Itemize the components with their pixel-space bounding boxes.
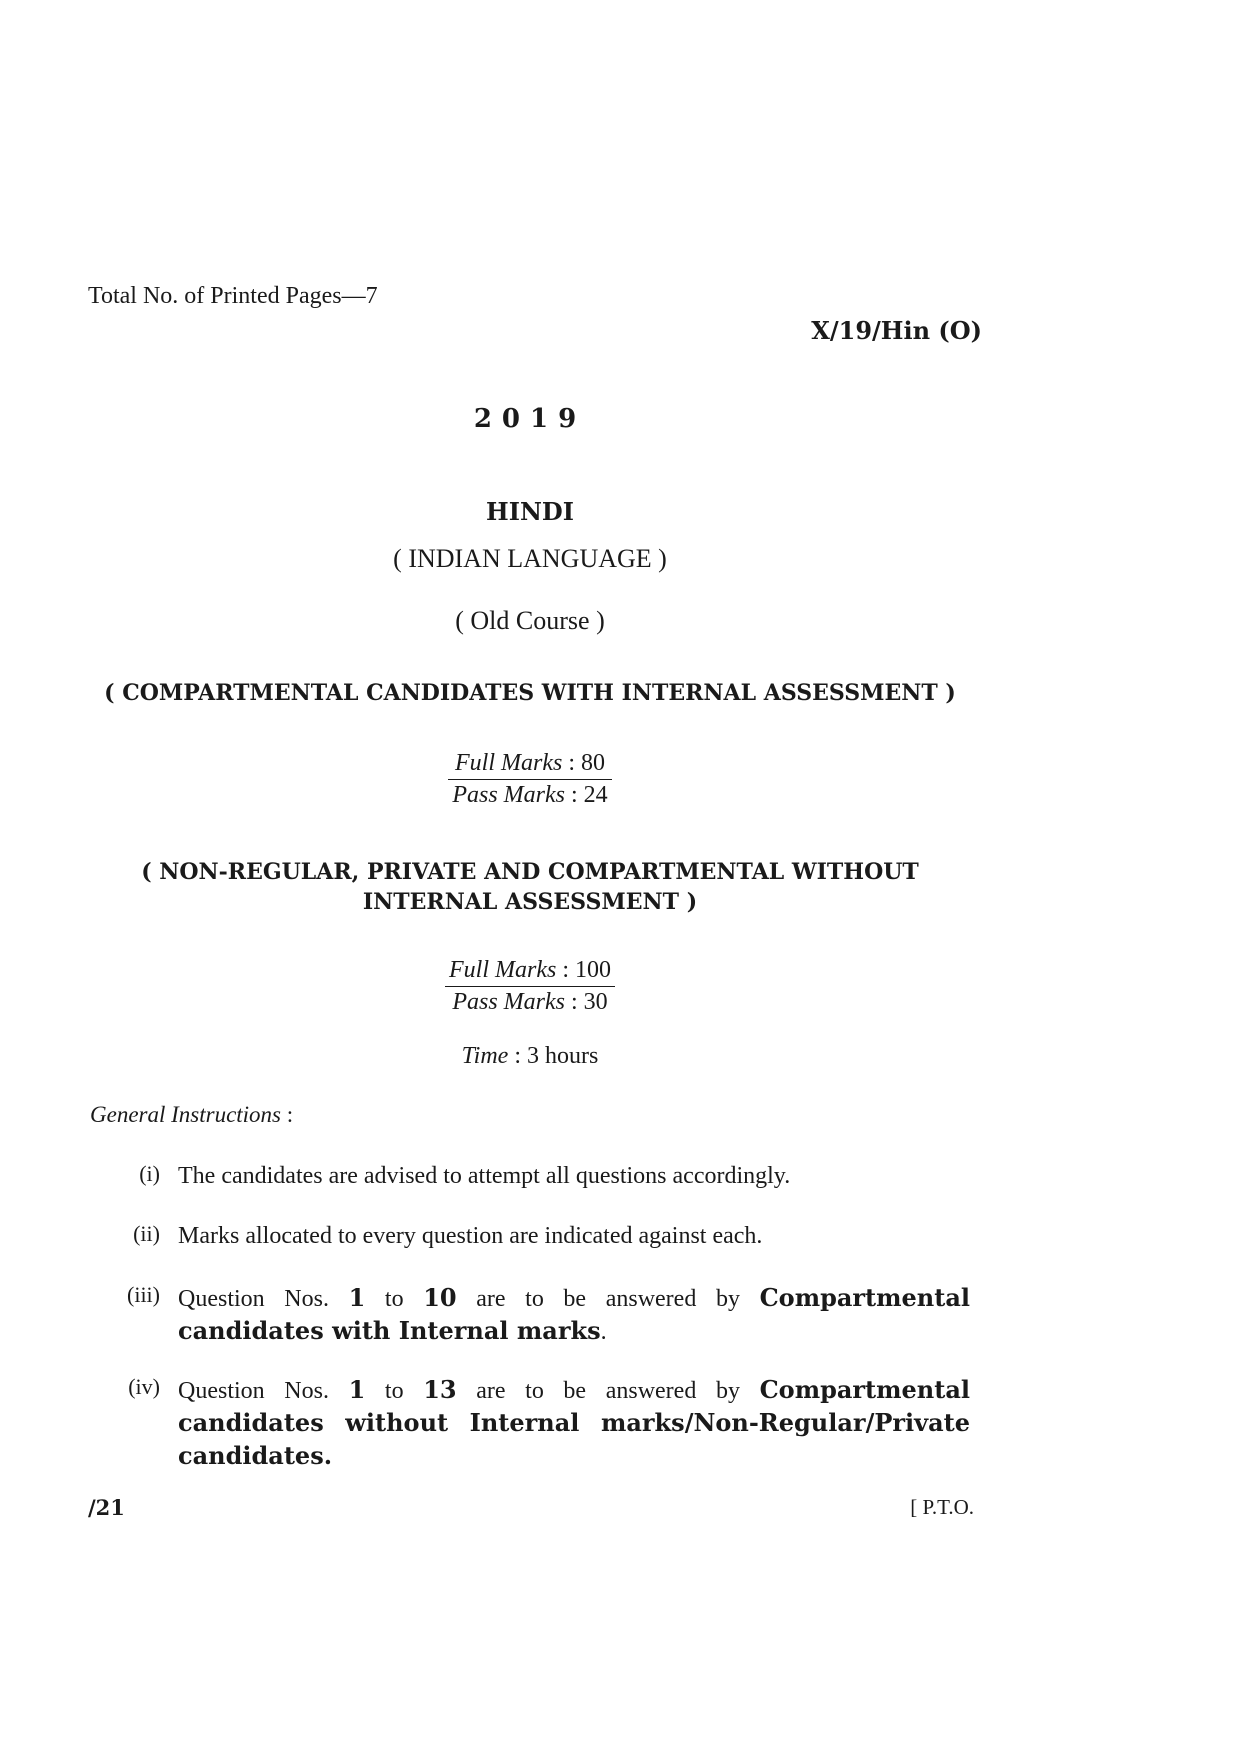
instruction-number: (i) (139, 1161, 160, 1186)
exam-time (0, 1043, 1060, 1070)
instruction-text-part: Question Nos. (178, 1286, 329, 1312)
full-marks-label: Full Marks (455, 750, 563, 776)
time-label: Time (461, 1043, 509, 1069)
instruction-text-part: are to be answered by (476, 1378, 740, 1404)
instruction-bold-part: 13 (423, 1375, 457, 1404)
pass-marks-value: : 30 (571, 989, 608, 1015)
group1-pass-marks (448, 780, 611, 809)
instruction-text (178, 1374, 970, 1473)
footer-page-code: /21 (88, 1495, 125, 1520)
instruction-text-part: Question Nos. (178, 1378, 329, 1404)
instruction-bold-part: Compartmental candidates without Internal marks/Non-Regular/Private candidates. (178, 1375, 971, 1470)
general-instructions-title (90, 1102, 293, 1128)
exam-year: 2019 (473, 404, 587, 434)
group2-marks (0, 957, 1060, 1016)
course-subtitle: ( Old Course ) (455, 606, 605, 635)
instruction-item (90, 1374, 970, 1473)
full-marks-label: Full Marks (449, 957, 557, 983)
group2-heading-line1: ( NON-REGULAR, PRIVATE AND COMPARTMENTAL WITHOUT (141, 859, 919, 885)
total-printed-pages: Total No. of Printed Pages—7 (88, 283, 378, 309)
instruction-bold-part: 1 (348, 1283, 366, 1312)
instruction-item (90, 1161, 970, 1192)
group1-marks (0, 750, 1060, 809)
instruction-item (90, 1221, 970, 1252)
group1-heading: ( COMPARTMENTAL CANDIDATES WITH INTERNAL ASSESSMENT ) (104, 680, 956, 706)
instruction-number: (ii) (133, 1221, 160, 1246)
instruction-text-part: to (384, 1286, 404, 1312)
subject-title: HINDI (486, 497, 574, 526)
instruction-bold-part: Compartmental candidates with Internal marks (178, 1283, 971, 1345)
footer-pto: [ P.T.O. (910, 1495, 974, 1519)
instruction-text-part: to (384, 1378, 404, 1404)
instruction-bold-part: 10 (423, 1283, 457, 1312)
instruction-bold-part: 1 (348, 1375, 366, 1404)
instruction-text (178, 1282, 970, 1348)
pass-marks-label: Pass Marks (452, 989, 565, 1015)
pass-marks-value: : 24 (571, 782, 608, 808)
instruction-text-part: are to be answered by (476, 1286, 740, 1312)
instruction-text: The candidates are advised to attempt all questions accordingly. (178, 1163, 791, 1189)
group2-heading (120, 857, 940, 917)
group2-pass-marks (445, 987, 615, 1016)
full-marks-value: : 80 (568, 750, 605, 776)
group1-full-marks (448, 750, 611, 780)
group2-full-marks (445, 957, 615, 987)
paper-code: X/19/Hin (O) (811, 316, 982, 345)
instruction-text-part: . (600, 1319, 607, 1345)
full-marks-value: : 100 (562, 957, 611, 983)
instruction-number: (iii) (127, 1282, 160, 1307)
pass-marks-label: Pass Marks (452, 782, 565, 808)
instruction-number: (iv) (128, 1374, 160, 1399)
general-instructions-colon: : (286, 1102, 294, 1127)
instruction-item (90, 1282, 970, 1348)
instruction-text: Marks allocated to every question are indicated against each. (178, 1223, 763, 1249)
general-instructions-label: General Instructions (90, 1102, 282, 1127)
language-subtitle: ( INDIAN LANGUAGE ) (393, 544, 667, 573)
time-value: : 3 hours (514, 1043, 599, 1069)
group2-heading-line2: INTERNAL ASSESSMENT ) (362, 889, 698, 915)
